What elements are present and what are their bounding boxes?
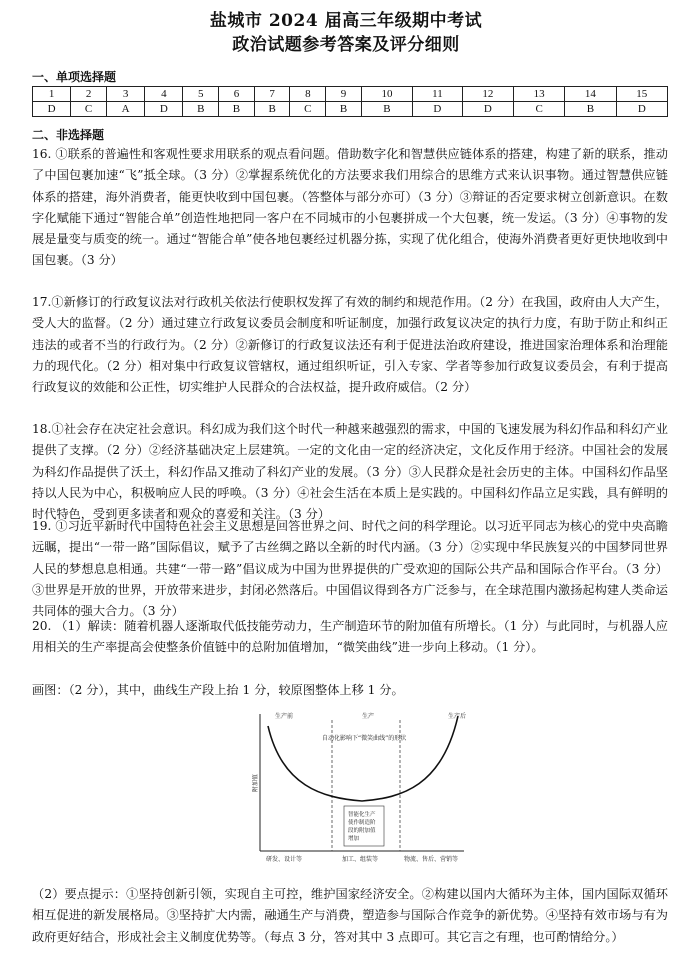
section-heading-nonchoice: 二、非选择题 xyxy=(32,128,105,142)
annotation-line-1: 智能化生产 xyxy=(348,812,376,818)
answer-cell: B xyxy=(254,102,290,117)
answer-cell: D xyxy=(462,102,513,117)
question-17-answer: 17.①新修订的行政复议法对行政机关依法行使职权发挥了有效的制约和规范作用。（2 分）在我国，政府由人大产生，受人大的监督。（2 分）通过建立行政复议委员会制度和听证制度，加强行政复议决定的执行力度，有助于防止和纠正违法的或者不当的行政行为。（2 分）②新修订的行政复议法还有利于促进法治政府建设，推进国家治理体系和治理能力的现代化。（2 分）相对集中行政复议管辖权，通过组织听证，引入专家、学者等参加行政复议委员会，有利于提高行政复议的效能和公正性，切实维护人民群众的合法权益，提升政府威信。（2 分） xyxy=(32,295,668,395)
question-number-cell: 15 xyxy=(616,87,667,102)
answer-table xyxy=(32,86,668,117)
question-20-part1-answer: 20. （1）解读：随着机器人逐渐取代低技能劳动力，生产制造环节的附加值有所增长。（1 分）与此同时，与机器人应用相关的生产率提高会使整条价值链中的总附加值增加，“微笑曲线”进一步向上移动。（1 分）。 xyxy=(32,619,668,655)
page-subtitle: 政治试题参考答案及评分细则 xyxy=(232,35,460,55)
question-number-cell: 14 xyxy=(565,87,616,102)
annotation-line-3: 段的附加值 xyxy=(348,828,376,834)
stage-label-mid: 生产 xyxy=(362,713,375,720)
question-number-cell: 13 xyxy=(513,87,564,102)
curve-title: 自动化影响下“微笑曲线”的形状 xyxy=(322,735,407,742)
question-number-cell: 6 xyxy=(219,87,255,102)
stage-label-pre: 生产前 xyxy=(275,713,294,720)
question-number-cell: 2 xyxy=(71,87,107,102)
section-heading-choice: 一、单项选择题 xyxy=(32,70,117,84)
page-title: 盐城市 2024 届高三年级期中考试 xyxy=(209,11,483,31)
answer-cell: B xyxy=(326,102,362,117)
answer-cell: A xyxy=(106,102,144,117)
question-number-cell: 10 xyxy=(361,87,412,102)
answer-cell: B xyxy=(219,102,255,117)
question-20-part2-answer: （2）要点提示：①坚持创新引领，实现自主可控，维护国家经济安全。②构建以国内大循环为主体，国内国际双循环相互促进的新发展格局。③坚持扩大内需，融通生产与消费，塑造参与国际合作竞争的新优势。④坚持有效市场与有为政府更好结合，形成社会主义制度优势等。（每点 3 分，答对其中 3 点即可。其它言之有理，也可酌情给分。） xyxy=(32,887,668,944)
question-19-answer: 19. ①习近平新时代中国特色社会主义思想是回答世界之问、时代之问的科学理论。以习近平同志为核心的党中央高瞻远瞩，提出“一带一路”国际倡议，赋予了古丝绸之路以全新的时代内涵。（3 分）②实现中华民族复兴的中国梦同世界人民的梦想息息相通。共建“一带一路”倡议成为中国为世界提供的广受欢迎的国际公共产品和国际合作平台。（3 分）③世界是开放的世界，开放带来进步，封闭必然落后。中国倡议得到各方广泛参与，在全球范围内激扬起构建人类命运共同体的强大合力。（3 分） xyxy=(32,519,668,619)
bottom-label-mid: 加工、组装等 xyxy=(342,856,379,863)
annotation-line-2: 使作制造阶 xyxy=(348,820,376,826)
y-axis-label: 附加值 xyxy=(252,773,259,792)
question-number-cell: 9 xyxy=(326,87,362,102)
answer-cell: C xyxy=(513,102,564,117)
answer-cell: B xyxy=(183,102,219,117)
answer-cell: D xyxy=(33,102,71,117)
drawing-scoring-note: 画图：（2 分），其中，曲线生产段上抬 1 分，较原图整体上移 1 分。 xyxy=(32,683,404,697)
answer-cell: B xyxy=(361,102,412,117)
annotation-line-4: 增加 xyxy=(348,836,360,842)
question-number-cell: 3 xyxy=(106,87,144,102)
answer-table-number-row xyxy=(33,87,668,102)
question-18-answer: 18.①社会存在决定社会意识。科幻成为我们这个时代一种越来越强烈的需求，中国的飞速发展为科幻作品和科幻产业提供了支撑。（2 分）②经济基础决定上层建筑。一定的文化由一定的经济决定，文化反作用于经济。中国社会的发展为科幻作品提供了沃土，科幻作品又推动了科幻产业的发展。（3 分）③人民群众是社会历史的主体。中国科幻作品坚持以人民为中心，积极响应人民的呼唤。（3 分）④社会生活在本质上是实践的。中国科幻作品立足实践，具有鲜明的时代特色，受到更多读者和观众的喜爱和关注。（3 分） xyxy=(32,422,668,522)
question-number-cell: 5 xyxy=(183,87,219,102)
answer-cell: B xyxy=(565,102,616,117)
answer-cell: D xyxy=(616,102,667,117)
question-number-cell: 12 xyxy=(462,87,513,102)
answer-table-answer-row xyxy=(33,102,668,117)
question-number-cell: 8 xyxy=(290,87,326,102)
smile-curve xyxy=(268,716,458,801)
bottom-label-left: 研发、设计等 xyxy=(266,856,303,863)
question-number-cell: 11 xyxy=(413,87,463,102)
answer-cell: D xyxy=(145,102,183,117)
answer-cell: D xyxy=(413,102,463,117)
question-16-answer: 16. ①联系的普遍性和客观性要求用联系的观点看问题。借助数字化和智慧供应链体系的搭建，构建了新的联系，推动了中国包裹加速“飞”抵全球。（3 分）②掌握系统优化的方法要求我们用综合的思维方式来认识事物。通过智慧供应链体系的搭建，海外消费者，能更快收到中国包裹。（答整体与部分亦可）（3 分）③辩证的否定要求树立创新意识。在数字化赋能下通过“智能合单”创造性地把同一客户在不同城市的小包裹拼成一个大包裹，统一发运。（3 分）④事物的发展是量变与质变的统一。通过“智能合单”使各地包裹经过机器分拣，实现了优化组合，使海外消费者更好更快地收到中国包裹。（3 分） xyxy=(32,147,668,268)
question-number-cell: 1 xyxy=(33,87,71,102)
answer-cell: C xyxy=(290,102,326,117)
question-number-cell: 4 xyxy=(145,87,183,102)
answer-cell: C xyxy=(71,102,107,117)
question-number-cell: 7 xyxy=(254,87,290,102)
smile-curve-figure xyxy=(252,706,472,876)
bottom-label-right: 物流、售后、营销等 xyxy=(404,856,459,863)
stage-label-post: 生产后 xyxy=(448,713,467,720)
